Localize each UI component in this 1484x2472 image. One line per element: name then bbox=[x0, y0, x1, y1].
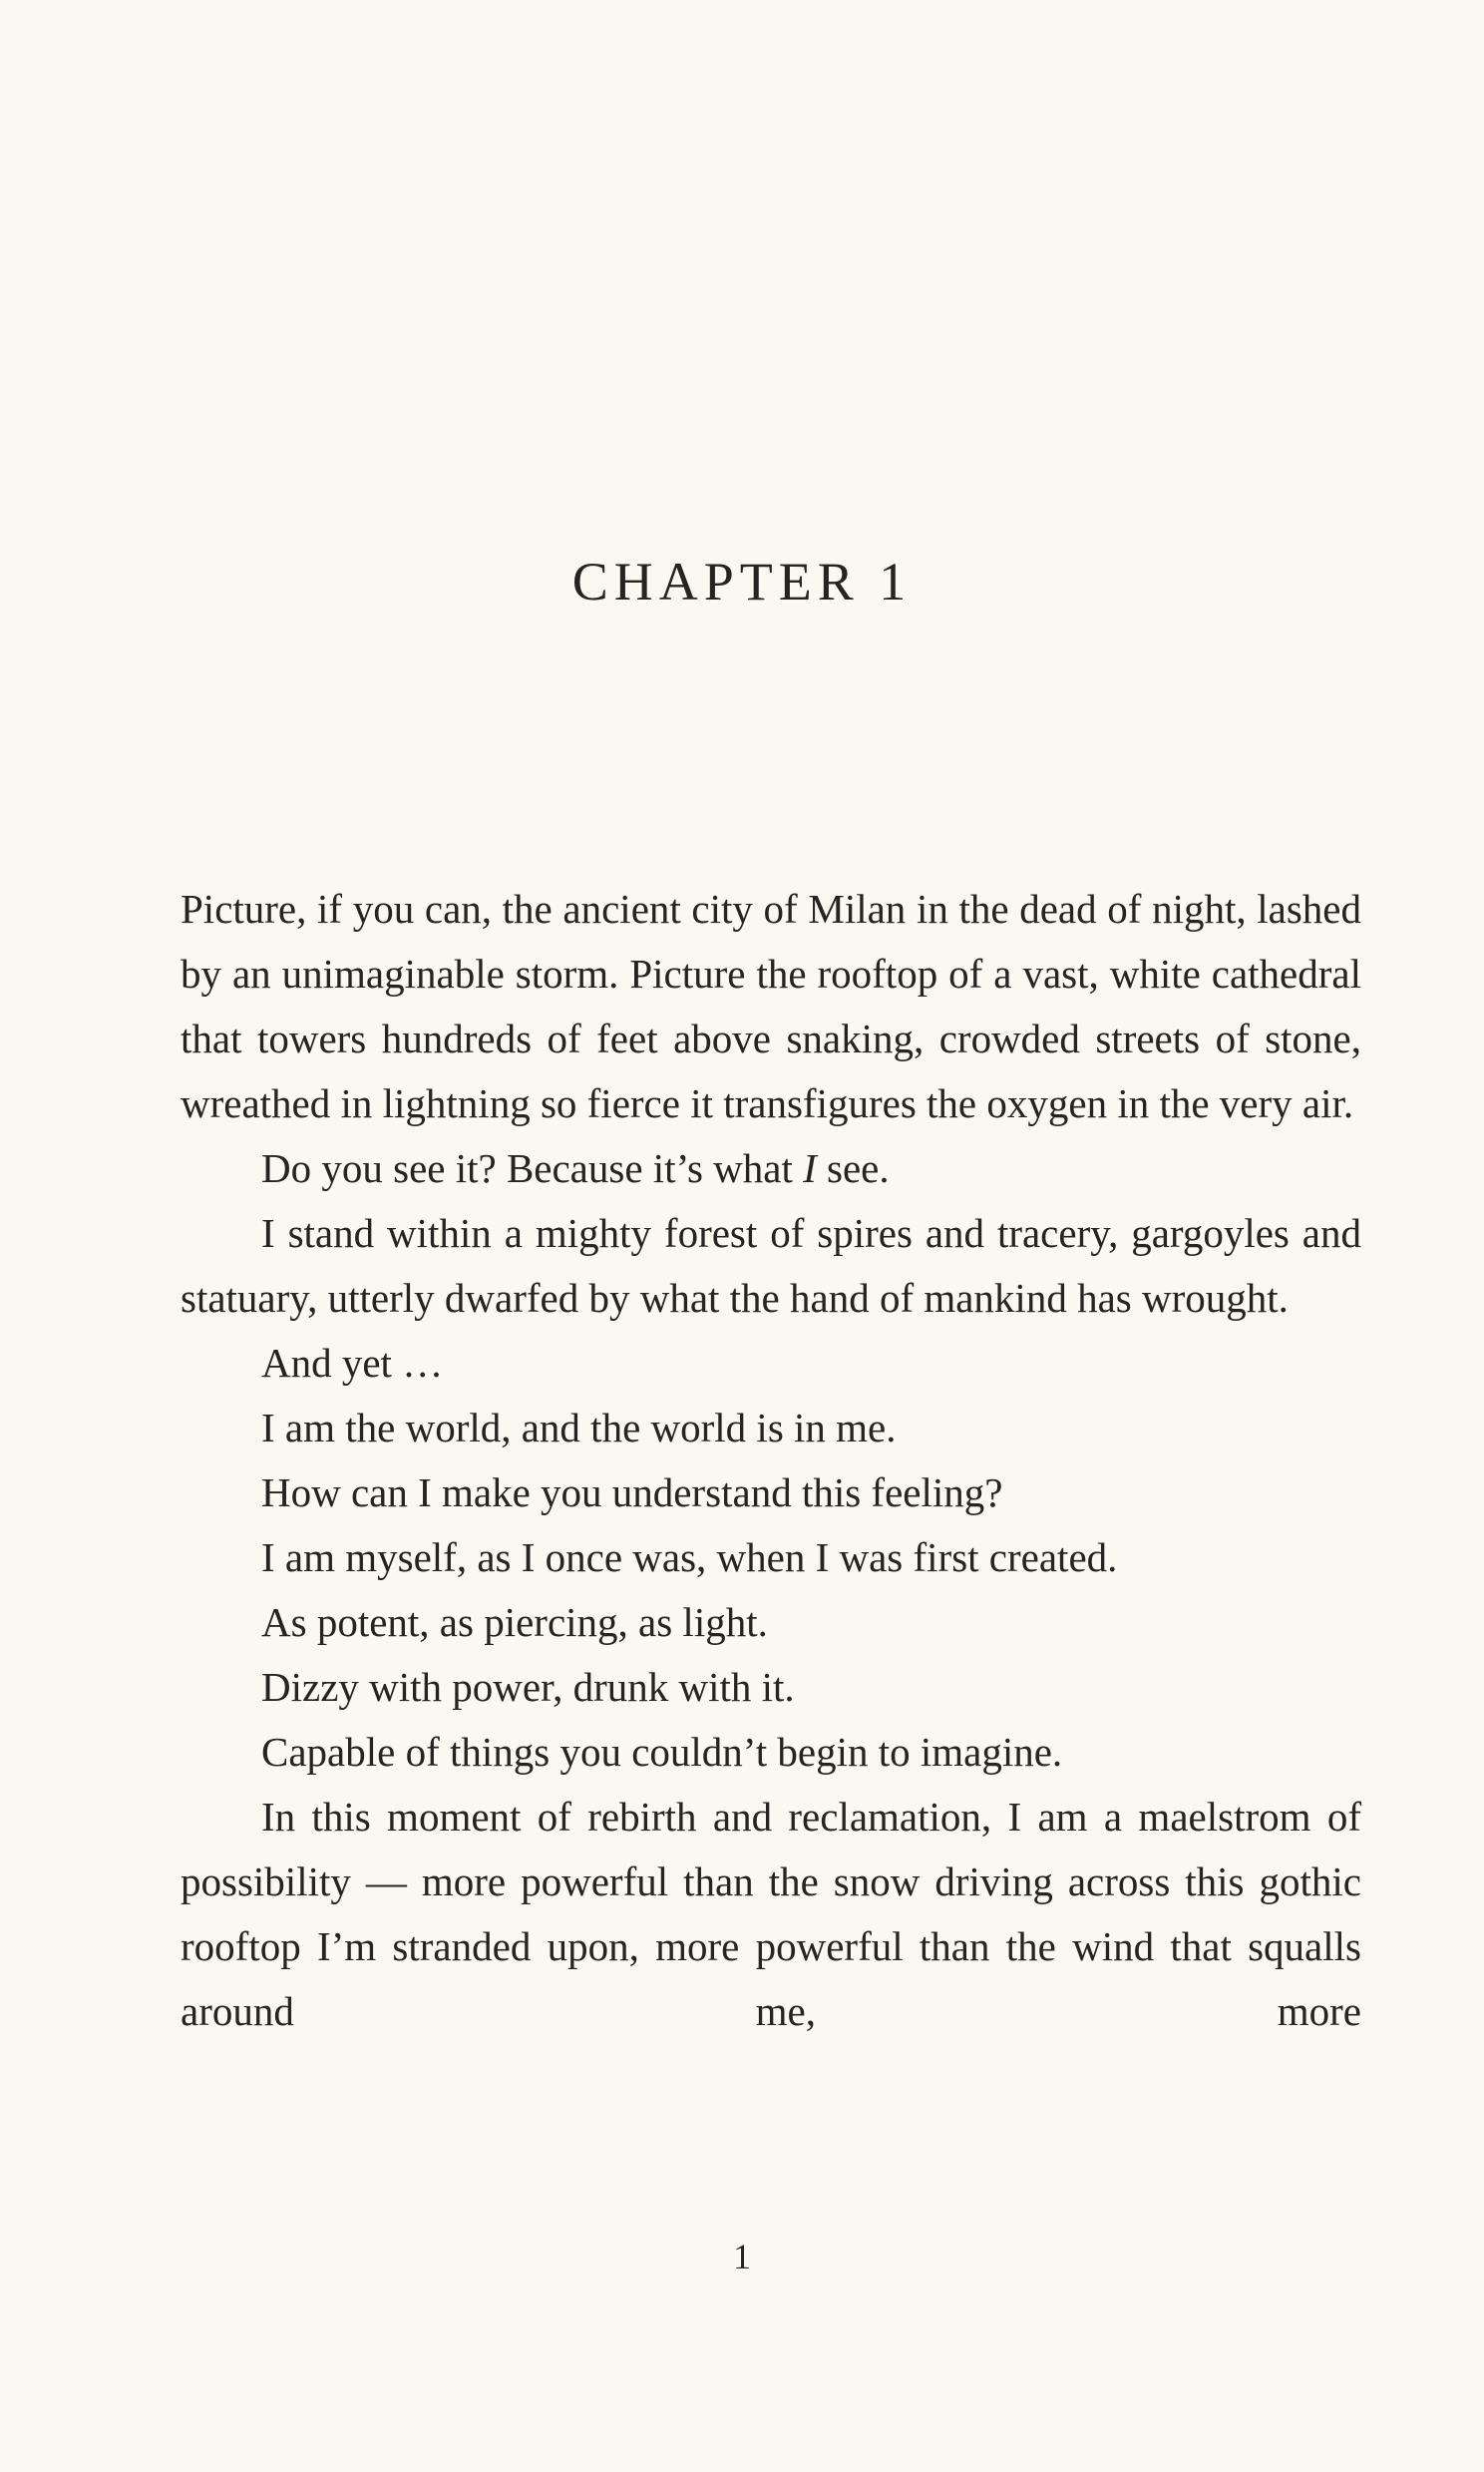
paragraph: And yet … bbox=[261, 1340, 444, 1386]
paragraph: I am myself, as I once was, when I was first created. bbox=[261, 1534, 1118, 1580]
text-span: see. bbox=[816, 1145, 890, 1191]
paragraph bbox=[181, 1136, 1361, 1201]
page-number: 1 bbox=[733, 2237, 751, 2276]
text-span: Do you see it? Because it’s what bbox=[261, 1145, 804, 1191]
paragraph: Dizzy with power, drunk with it. bbox=[261, 1664, 795, 1710]
paragraph: I am the world, and the world is in me. bbox=[261, 1405, 897, 1450]
paragraph: How can I make you understand this feeling? bbox=[261, 1469, 1003, 1515]
paragraph: I stand within a mighty forest of spires and tracery, gargoyles and statuary, utterly dwarfed by what the hand of mankind has wrought. bbox=[181, 1210, 1361, 1321]
paragraph: In this moment of rebirth and reclamation, I am a maelstrom of possibility — more powerful than the snow driving across this gothic rooftop I’m stranded upon, more powerful than the wind that squalls around me, more bbox=[181, 1794, 1361, 2034]
paragraph: Capable of things you couldn’t begin to imagine. bbox=[261, 1729, 1063, 1775]
paragraph: Picture, if you can, the ancient city of Milan in the dead of night, lashed by an unimaginable storm. Picture the rooftop of a vast, white cathedral that towers hundreds of feet above snaking, crowded streets of stone, wreathed in lightning so fierce it transfigures the oxygen in the very air. bbox=[181, 886, 1361, 1126]
emphasis: I bbox=[803, 1145, 817, 1191]
chapter-title: CHAPTER 1 bbox=[571, 552, 913, 612]
body-text bbox=[181, 877, 1361, 2044]
paragraph: As potent, as piercing, as light. bbox=[261, 1599, 768, 1645]
